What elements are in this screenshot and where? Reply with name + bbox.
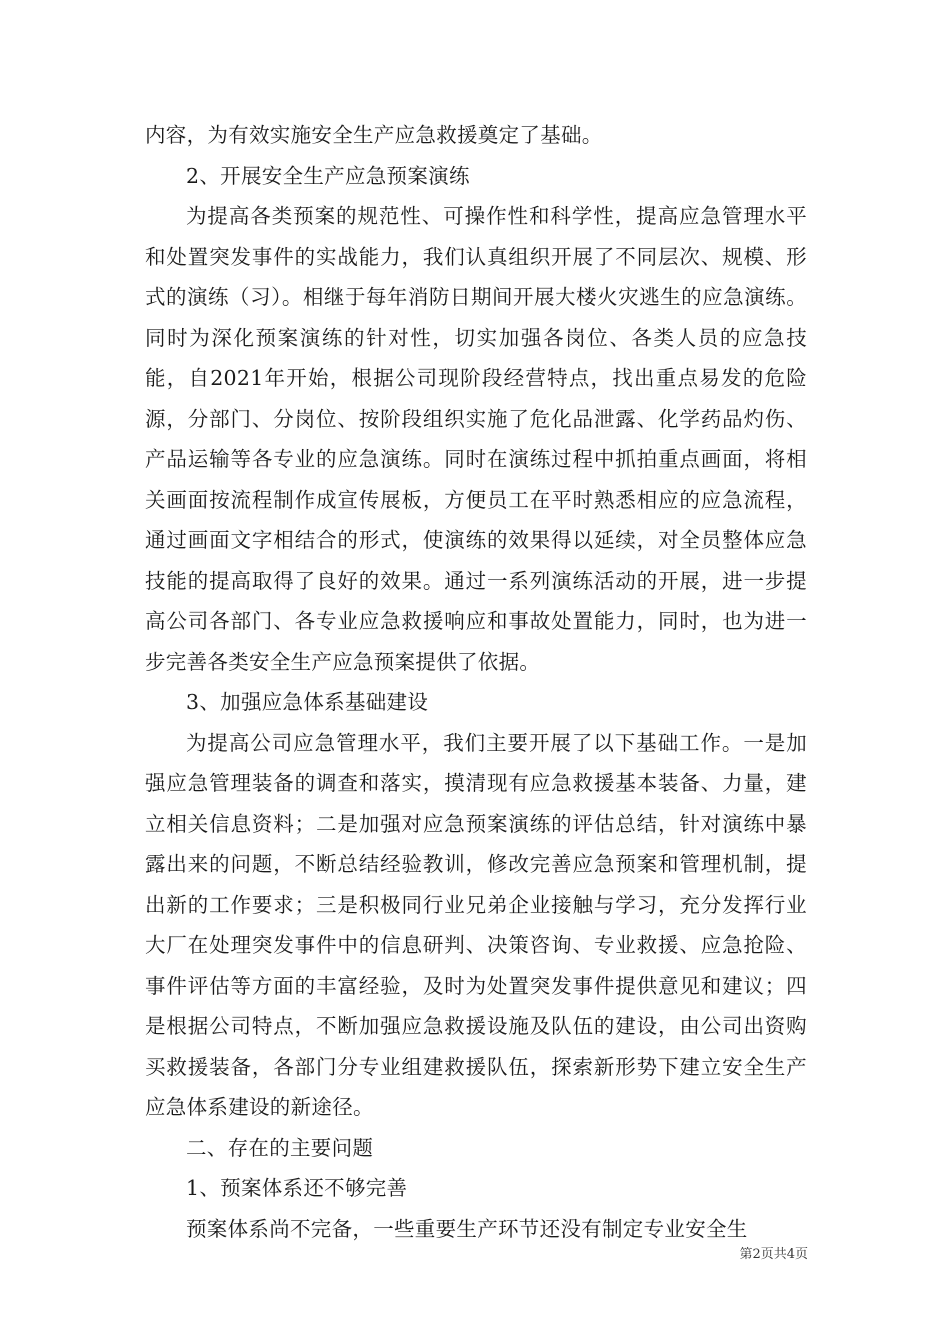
paragraph-drill-details: 为提高各类预案的规范性、可操作性和科学性，提高应急管理水平和处置突发事件的实战能力，我们认真组织开展了不同层次、规模、形式的演练（习）。相继于每年消防日期间开展大楼火灾逃生的应急演练。同时为深化预案演练的针对性，切实加强各岗位、各类人员的应急技能，自2021年开始，根据公司现阶段经营特点，找出重点易发的危险源，分部门、分岗位、按阶段组织实施了危化品泄露、化学药品灼伤、产品运输等各专业的应急演练。同时在演练过程中抓拍重点画面，将相关画面按流程制作成宣传展板，方便员工在平时熟悉相应的应急流程，通过画面文字相结合的形式，使演练的效果得以延续，对全员整体应急技能的提高取得了良好的效果。通过一系列演练活动的开展，进一步提高公司各部门、各专业应急救援响应和事故处置能力，同时，也为进一步完善各类安全生产应急预案提供了依据。 (145, 204, 807, 674)
section-heading-problems: 二、存在的主要问题 (186, 1135, 374, 1160)
paragraph-continuation: 内容，为有效实施安全生产应急救援奠定了基础。 (145, 123, 603, 147)
paragraph-infrastructure-details: 为提高公司应急管理水平，我们主要开展了以下基础工作。一是加强应急管理装备的调查和落实，摸清现有应急救援基本装备、力量，建立相关信息资料；二是加强对应急预案演练的评估总结，针对演练中暴露出来的问题，不断总结经验教训，修改完善应急预案和管理机制，提出新的工作要求；三是积极同行业兄弟企业接触与学习，充分发挥行业大厂在处理突发事件中的信息研判、决策咨询、专业救援、应急抢险、事件评估等方面的丰富经验，及时为处置突发事件提供意见和建议；四是根据公司特点，不断加强应急救援设施及队伍的建设，由公司出资购买救援装备，各部门分专业组建救援队伍，探索新形势下建立安全生产应急体系建设的新途径。 (145, 730, 807, 1119)
section-heading-drill: 2、开展安全生产应急预案演练 (186, 163, 470, 188)
subheading-plan-system: 1、预案体系还不够完善 (186, 1176, 408, 1200)
page-number: 第2页共4页 (739, 1247, 808, 1262)
section-heading-infrastructure: 3、加强应急体系基础建设 (186, 690, 429, 714)
paragraph-plan-system: 预案体系尚不完备，一些重要生产环节还没有制定专业安全生 (186, 1216, 748, 1241)
document-body (145, 115, 807, 1249)
